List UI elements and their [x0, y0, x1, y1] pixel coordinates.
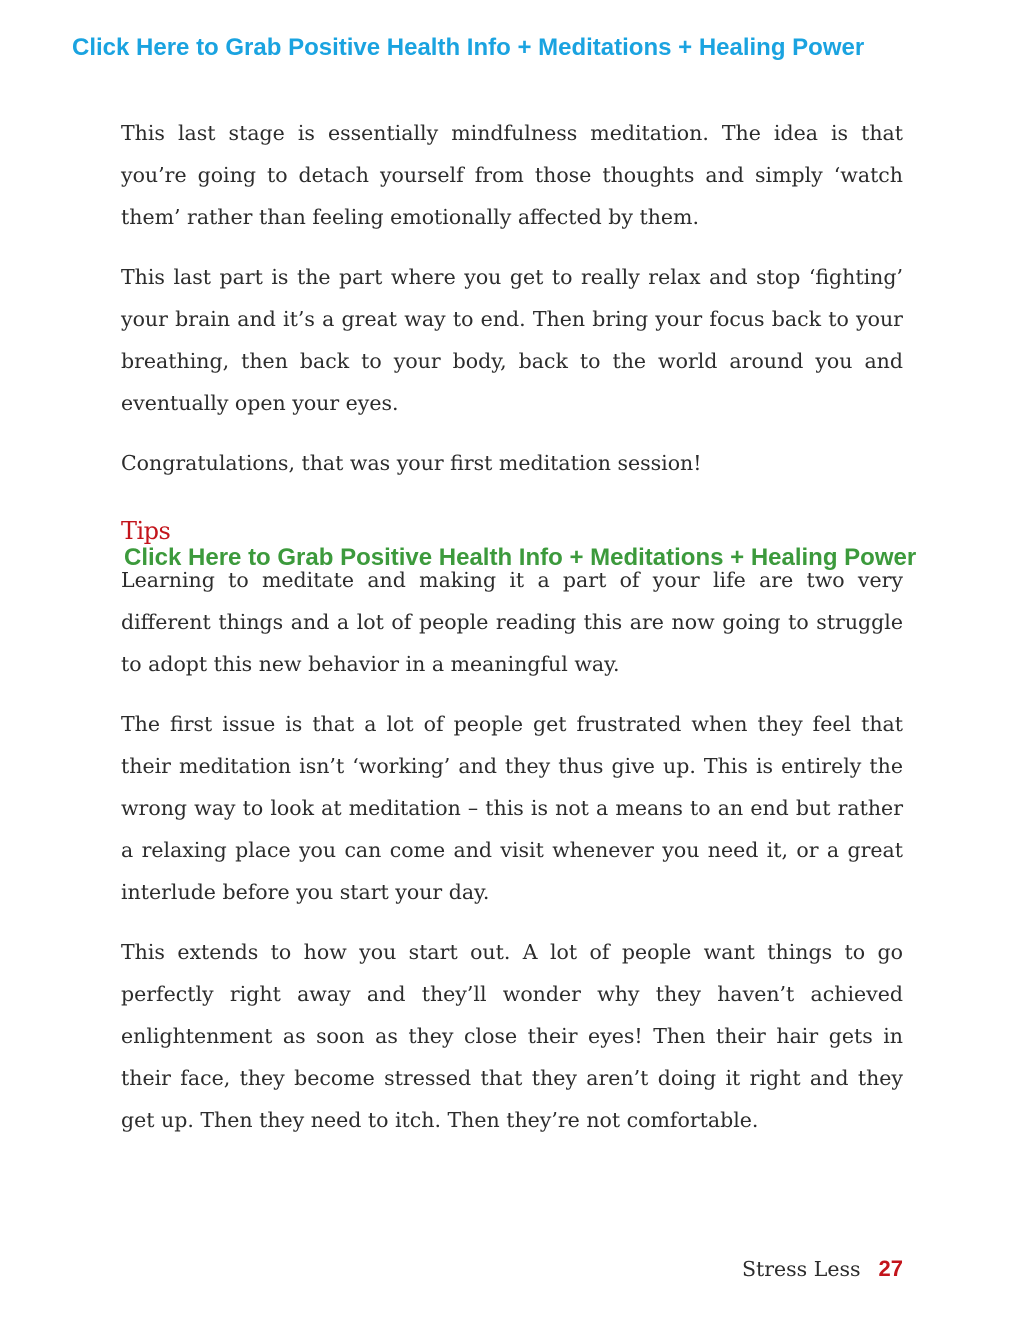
book-title: Stress Less	[741, 1257, 861, 1281]
paragraph: This extends to how you start out. A lot of people want things to go perfectly right away and they’ll wonder why they haven’t achieved enlightenment as soon as they close their eyes! Then their hair gets in their face, they become stressed that they aren’t doing it right and they get up. Then they need to itch. Then they’re not comfortable.	[121, 940, 903, 1132]
page-content	[121, 112, 917, 1159]
promo-link-top[interactable]: Click Here to Grab Positive Health Info + Meditations + Healing Power	[72, 34, 865, 61]
promo-link-inline[interactable]: Click Here to Grab Positive Health Info + Meditations + Healing Power	[124, 544, 917, 571]
paragraph: This last stage is essentially mindfulness meditation. The idea is that you’re going to detach yourself from those thoughts and simply ‘watch them’ rather than feeling emotionally affected by them.	[121, 121, 903, 229]
paragraph: Learning to meditate and making it a part of your life are two very different things and a lot of people reading this are now going to struggle to adopt this new behavior in a meaningful way.	[121, 568, 903, 676]
page-footer	[742, 1256, 903, 1282]
paragraph: This last part is the part where you get to really relax and stop ‘fighting’ your brain and it’s a great way to end. Then bring your focus back to your breathing, then back to your body, back to the world around you and eventually open your eyes.	[121, 265, 903, 415]
paragraph: The first issue is that a lot of people get frustrated when they feel that their meditation isn’t ‘working’ and they thus give up. This is entirely the wrong way to look at meditation – this is not a means to an end but rather a relaxing place you can come and visit whenever you need it, or a great interlude before you start your day.	[121, 712, 903, 904]
tips-heading: Tips	[121, 517, 171, 545]
paragraph: Congratulations, that was your first meditation session!	[121, 451, 702, 475]
page-number: 27	[878, 1256, 903, 1281]
